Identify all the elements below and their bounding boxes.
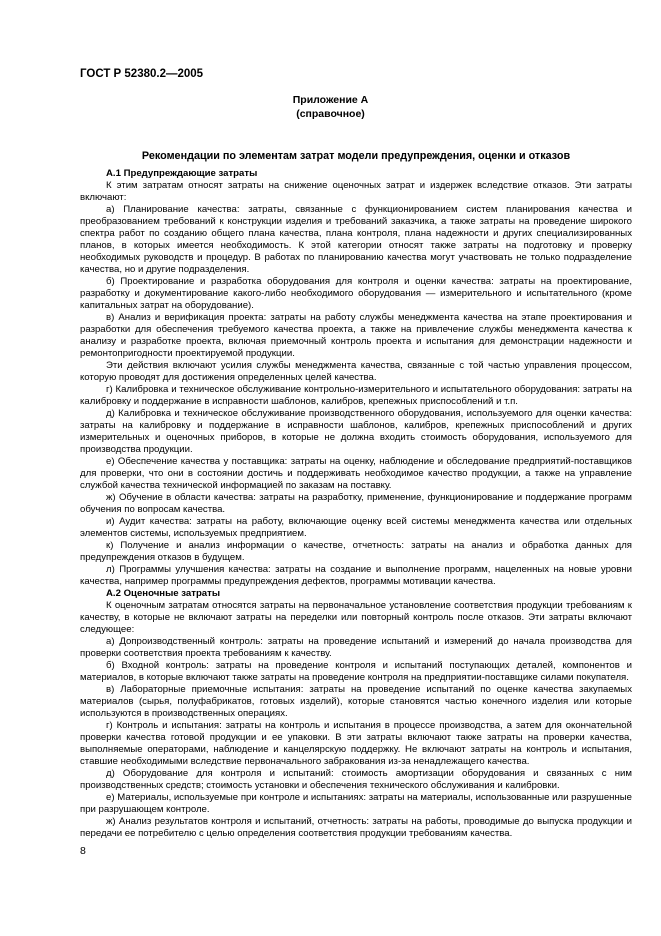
- paragraph: л) Программы улучшения качества: затраты на создание и выполнение программ, нацеленных на новые уровни качества, например программы предупреждения дефектов, программы мотивации качества.: [80, 564, 632, 587]
- paragraph: е) Обеспечение качества у поставщика: затраты на оценку, наблюдение и обследование предприятий-поставщиков для проверки, что они в состоянии достичь и поддерживать необходимое качество продукции, а также на управление службой качества технической информацией по заказам на поставку.: [80, 456, 632, 491]
- paragraph: а) Планирование качества: затраты, связанные с функционированием систем планирования качества и преобразованием требований к конструкции изделия и требований заказчика, а также затраты на проведение широкого спектра работ по созданию общего плана качества, плана контроля, плана надежности и других специализированных планов, в которых имеется необходимость. К этой категории относят также затраты на подготовку и проверку необходимых руководств и процедур. В работах по планированию качества могут участвовать не только подразделение качества, но и другие подразделения.: [80, 204, 632, 275]
- paragraph: ж) Анализ результатов контроля и испытаний, отчетность: затраты на работы, проводимые до выпуска продукции и передачи ее потребителю с целью определения соответствия продукции требованиям качества.: [80, 816, 632, 839]
- document-body: [80, 168, 632, 840]
- paragraph: б) Входной контроль: затраты на проведение контроля и испытаний поступающих деталей, компонентов и материалов, в которые включают также затраты на проведение контроля на предприятии-поставщике силами покупателя.: [80, 660, 632, 683]
- paragraph: ж) Обучение в области качества: затраты на разработку, применение, функционирование и поддержание программ обучения по вопросам качества.: [80, 492, 632, 515]
- appendix-title: Приложение А: [292, 94, 369, 106]
- paragraph: д) Оборудование для контроля и испытаний: стоимость амортизации оборудования и связанных с ним производственных средств; стоимость установки и обеспечения технического обслуживания и калибровки.: [80, 768, 632, 791]
- paragraph: г) Контроль и испытания: затраты на контроль и испытания в процессе производства, а затем для окончательной проверки качества готовой продукции и ее упаковки. В эти затраты включают также затраты на проверки качества, выполняемые операторами, наблюдение и канцелярскую поддержку. Не включают затраты на контроль и испытания, ставшие необходимыми вследствие первоначального забракования из-за ненадлежащего качества.: [80, 720, 632, 767]
- appendix-subtitle: (справочное): [296, 108, 365, 120]
- standard-header: ГОСТ Р 52380.2—2005: [80, 68, 204, 80]
- paragraph: б) Проектирование и разработка оборудования для контроля и оценки качества: затраты на проектирование, разработку и документирование какого-либо необходимого оборудования — измерительного и испытательного (кроме капитальных затрат на оборудование).: [80, 276, 632, 311]
- paragraph: а) Допроизводственный контроль: затраты на проведение испытаний и измерений до начала производства для проверки соответствия проекта требованиям к качеству.: [80, 636, 632, 659]
- paragraph: Эти действия включают усилия службы менеджмента качества, связанные с той частью управления процессом, которую проводят для достижения определенных целей качества.: [80, 360, 632, 383]
- paragraph: к) Получение и анализ информации о качестве, отчетность: затраты на анализ и обработка данных для предупреждения отказов в будущем.: [80, 540, 632, 563]
- section-heading: Рекомендации по элементам затрат модели предупреждения, оценки и отказов: [141, 150, 571, 162]
- paragraph: г) Калибровка и техническое обслуживание контрольно-измерительного и испытательного оборудования: затраты на калибровку и поддержание в исправности шаблонов, калибров, крепежных приспособлений и т.п.: [80, 384, 632, 407]
- paragraph: К этим затратам относят затраты на снижение оценочных затрат и издержек вследствие отказов. Эти затраты включают:: [80, 180, 632, 203]
- paragraph: в) Лабораторные приемочные испытания: затраты на проведение испытаний по оценке качества закупаемых материалов (сырья, полуфабрикатов, готовых изделий), которые становятся частью конечного изделия или которые используются в производственных операциях.: [80, 684, 632, 719]
- paragraph: К оценочным затратам относятся затраты на первоначальное установление соответствия продукции требованиям к качеству, в которые не включают затраты на переделки или повторный контроль после отказов. Эти затраты включают следующее:: [80, 600, 632, 635]
- paragraph: и) Аудит качества: затраты на работу, включающие оценку всей системы менеджмента качества или отдельных элементов системы, используемых предприятием.: [80, 516, 632, 539]
- paragraph: д) Калибровка и техническое обслуживание производственного оборудования, используемого для оценки качества: затраты на калибровку и поддержание в исправности шаблонов, калибров, крепежных приспособлений и других измерительных и оценочных приборов, в которые не должна входить стоимость оборудования, используемого для производства продукции.: [80, 408, 632, 455]
- page-number: 8: [80, 845, 86, 857]
- paragraph: в) Анализ и верификация проекта: затраты на работу службы менеджмента качества на этапе проектирования и разработки для обеспечения требуемого качества проекта, а также на привлечение службы менеджмента качества к анализу и разработке проекта, включая приемочный контроль проекта и испытания для демонстрации надежности и ремонтопригодности проектируемой продукции.: [80, 312, 632, 359]
- section-a1-title: А.1 Предупреждающие затраты: [106, 168, 258, 179]
- section-a2-title: А.2 Оценочные затраты: [106, 588, 221, 599]
- paragraph: е) Материалы, используемые при контроле и испытаниях: затраты на материалы, использованные или разрушенные при разрушающем контроле.: [80, 792, 632, 815]
